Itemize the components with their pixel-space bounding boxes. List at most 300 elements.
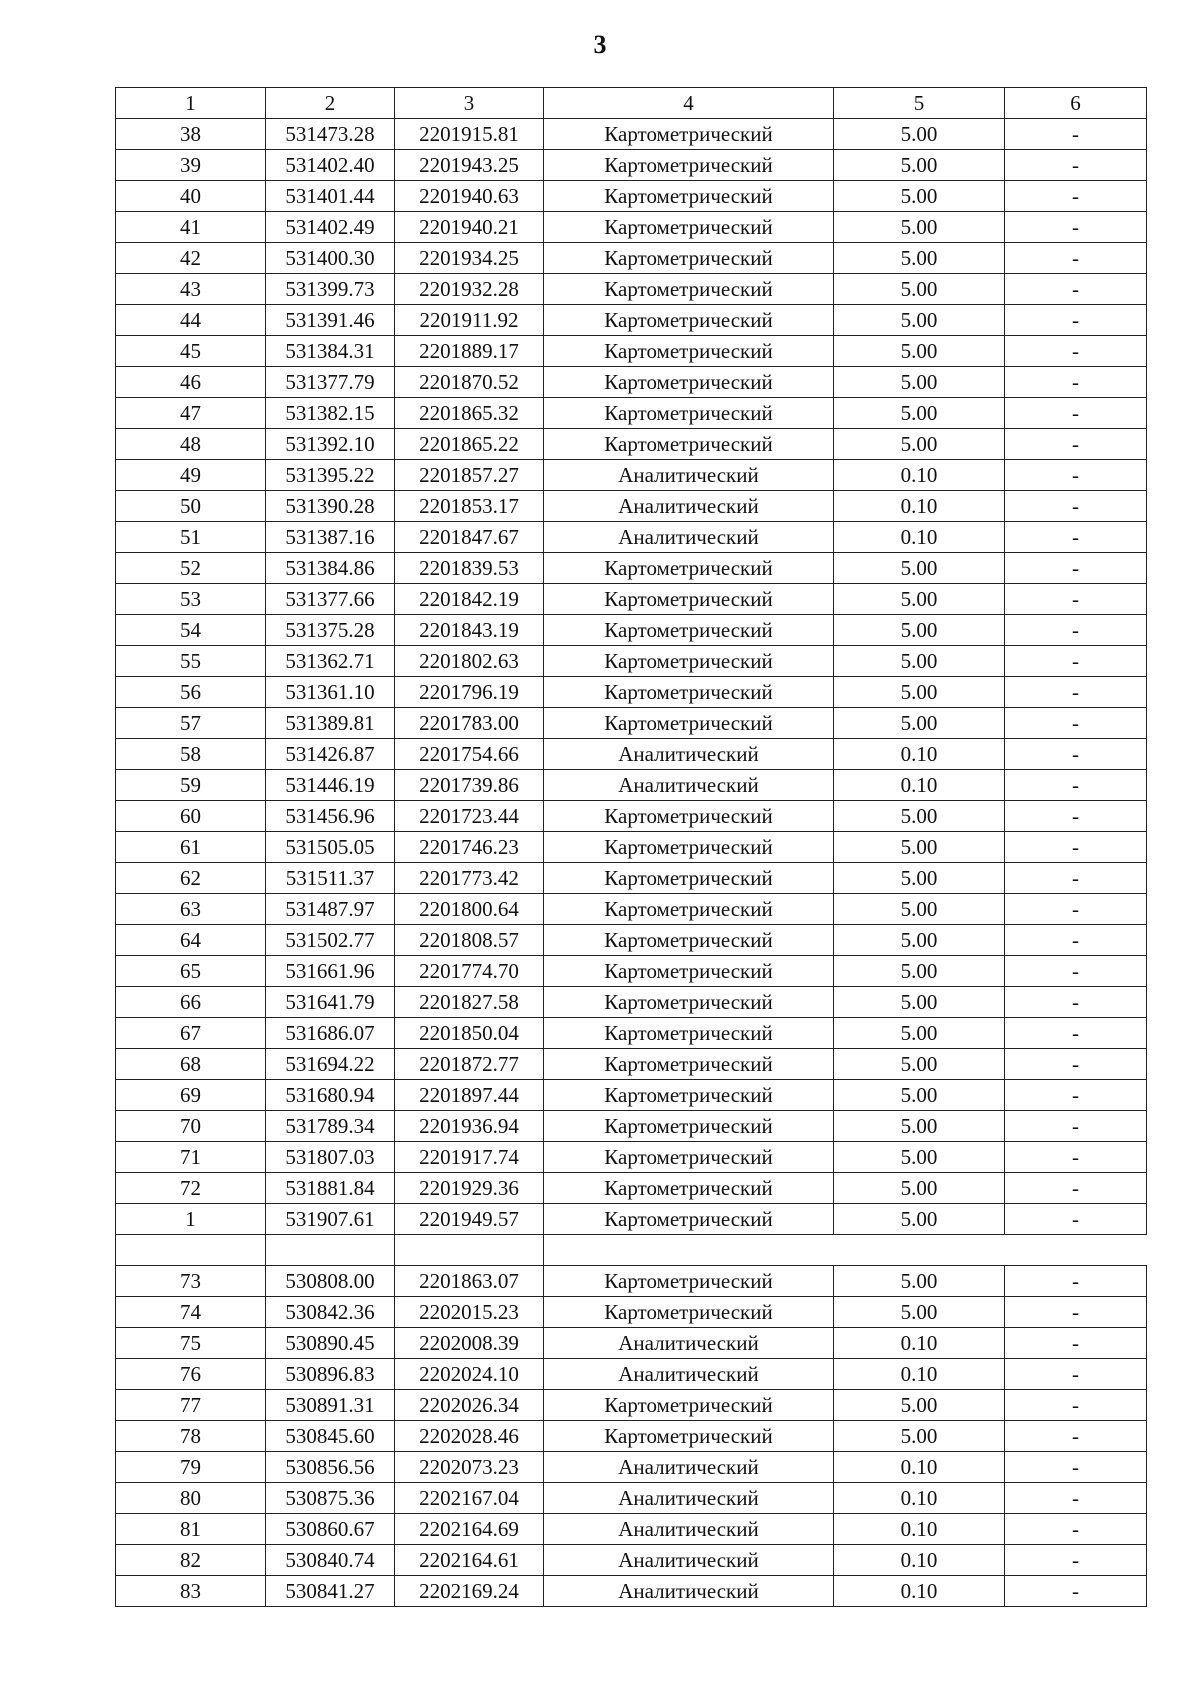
coord-x-cell: 531487.97	[266, 894, 395, 925]
accuracy-cell: 5.00	[834, 987, 1005, 1018]
note-cell: -	[1005, 1204, 1147, 1235]
coord-y-cell: 2202073.23	[395, 1452, 544, 1483]
coord-x-cell: 531446.19	[266, 770, 395, 801]
coord-x-cell: 531456.96	[266, 801, 395, 832]
coord-y-cell: 2201943.25	[395, 150, 544, 181]
accuracy-cell: 0.10	[834, 1328, 1005, 1359]
table-row	[116, 1328, 1147, 1359]
accuracy-cell: 5.00	[834, 367, 1005, 398]
coord-x-cell: 530856.56	[266, 1452, 395, 1483]
method-cell: Картометрический	[544, 894, 834, 925]
accuracy-cell: 5.00	[834, 398, 1005, 429]
table-row	[116, 181, 1147, 212]
coord-y-cell: 2201842.19	[395, 584, 544, 615]
page-number: 3	[593, 30, 607, 59]
coord-x-cell: 531395.22	[266, 460, 395, 491]
note-cell: -	[1005, 150, 1147, 181]
point-number-cell: 82	[116, 1545, 266, 1576]
coord-x-cell: 531907.61	[266, 1204, 395, 1235]
accuracy-cell: 5.00	[834, 553, 1005, 584]
coord-x-cell: 531502.77	[266, 925, 395, 956]
column-header: 3	[395, 88, 544, 119]
coord-y-cell: 2201850.04	[395, 1018, 544, 1049]
method-cell: Аналитический	[544, 770, 834, 801]
point-number-cell: 70	[116, 1111, 266, 1142]
table-row	[116, 832, 1147, 863]
method-cell: Картометрический	[544, 1390, 834, 1421]
coord-x-cell: 531881.84	[266, 1173, 395, 1204]
point-number-cell: 75	[116, 1328, 266, 1359]
table-row	[116, 615, 1147, 646]
coord-y-cell: 2201754.66	[395, 739, 544, 770]
accuracy-cell: 5.00	[834, 1421, 1005, 1452]
accuracy-cell: 5.00	[834, 1266, 1005, 1297]
table-row	[116, 770, 1147, 801]
table-row	[116, 1080, 1147, 1111]
coord-x-cell: 530842.36	[266, 1297, 395, 1328]
note-cell: -	[1005, 801, 1147, 832]
accuracy-cell: 0.10	[834, 1452, 1005, 1483]
separator-row	[116, 1235, 1147, 1266]
point-number-cell: 76	[116, 1359, 266, 1390]
table-body	[116, 88, 1147, 1607]
table-row	[116, 1173, 1147, 1204]
table-row	[116, 1018, 1147, 1049]
method-cell: Картометрический	[544, 181, 834, 212]
method-cell: Картометрический	[544, 987, 834, 1018]
method-cell: Картометрический	[544, 1204, 834, 1235]
point-number-cell: 67	[116, 1018, 266, 1049]
accuracy-cell: 5.00	[834, 336, 1005, 367]
table-row	[116, 1576, 1147, 1607]
method-cell: Аналитический	[544, 1514, 834, 1545]
table-row	[116, 956, 1147, 987]
method-cell: Картометрический	[544, 708, 834, 739]
accuracy-cell: 5.00	[834, 863, 1005, 894]
coord-y-cell: 2201796.19	[395, 677, 544, 708]
note-cell: -	[1005, 181, 1147, 212]
note-cell: -	[1005, 243, 1147, 274]
column-header: 6	[1005, 88, 1147, 119]
table-row	[116, 398, 1147, 429]
method-cell: Картометрический	[544, 1111, 834, 1142]
point-number-cell: 1	[116, 1204, 266, 1235]
accuracy-cell: 5.00	[834, 708, 1005, 739]
coord-y-cell: 2201774.70	[395, 956, 544, 987]
table-row	[116, 925, 1147, 956]
accuracy-cell: 5.00	[834, 925, 1005, 956]
coord-x-cell: 531641.79	[266, 987, 395, 1018]
method-cell: Картометрический	[544, 646, 834, 677]
table-row	[116, 460, 1147, 491]
coord-x-cell: 531361.10	[266, 677, 395, 708]
coord-x-cell: 530841.27	[266, 1576, 395, 1607]
accuracy-cell: 5.00	[834, 1018, 1005, 1049]
coord-y-cell: 2202024.10	[395, 1359, 544, 1390]
accuracy-cell: 5.00	[834, 956, 1005, 987]
coord-x-cell: 530891.31	[266, 1390, 395, 1421]
coord-y-cell: 2201783.00	[395, 708, 544, 739]
table-row	[116, 1111, 1147, 1142]
point-number-cell: 46	[116, 367, 266, 398]
accuracy-cell: 5.00	[834, 181, 1005, 212]
note-cell: -	[1005, 336, 1147, 367]
coord-x-cell: 531377.66	[266, 584, 395, 615]
method-cell: Картометрический	[544, 1266, 834, 1297]
coord-x-cell: 530896.83	[266, 1359, 395, 1390]
point-number-cell: 58	[116, 739, 266, 770]
point-number-cell: 79	[116, 1452, 266, 1483]
coord-y-cell: 2201934.25	[395, 243, 544, 274]
coord-x-cell: 531426.87	[266, 739, 395, 770]
accuracy-cell: 5.00	[834, 119, 1005, 150]
column-header: 1	[116, 88, 266, 119]
point-number-cell: 45	[116, 336, 266, 367]
point-number-cell: 38	[116, 119, 266, 150]
method-cell: Аналитический	[544, 739, 834, 770]
accuracy-cell: 5.00	[834, 305, 1005, 336]
accuracy-cell: 5.00	[834, 615, 1005, 646]
point-number-cell: 69	[116, 1080, 266, 1111]
point-number-cell: 63	[116, 894, 266, 925]
method-cell: Картометрический	[544, 212, 834, 243]
method-cell: Картометрический	[544, 1080, 834, 1111]
accuracy-cell: 0.10	[834, 739, 1005, 770]
note-cell: -	[1005, 739, 1147, 770]
coord-y-cell: 2201723.44	[395, 801, 544, 832]
accuracy-cell: 5.00	[834, 243, 1005, 274]
method-cell: Картометрический	[544, 1018, 834, 1049]
coordinates-table	[115, 87, 1147, 1607]
method-cell: Картометрический	[544, 956, 834, 987]
note-cell: -	[1005, 584, 1147, 615]
method-cell: Картометрический	[544, 367, 834, 398]
table-row	[116, 1514, 1147, 1545]
coord-y-cell: 2201746.23	[395, 832, 544, 863]
method-cell: Картометрический	[544, 1173, 834, 1204]
coord-y-cell: 2202164.61	[395, 1545, 544, 1576]
note-cell: -	[1005, 708, 1147, 739]
note-cell: -	[1005, 1297, 1147, 1328]
table-row	[116, 1204, 1147, 1235]
accuracy-cell: 0.10	[834, 522, 1005, 553]
point-number-cell: 73	[116, 1266, 266, 1297]
method-cell: Аналитический	[544, 1452, 834, 1483]
note-cell: -	[1005, 1328, 1147, 1359]
note-cell: -	[1005, 553, 1147, 584]
accuracy-cell: 0.10	[834, 770, 1005, 801]
point-number-cell: 52	[116, 553, 266, 584]
table-row	[116, 491, 1147, 522]
accuracy-cell: 5.00	[834, 1080, 1005, 1111]
point-number-cell: 81	[116, 1514, 266, 1545]
method-cell: Картометрический	[544, 305, 834, 336]
accuracy-cell: 0.10	[834, 1359, 1005, 1390]
note-cell: -	[1005, 925, 1147, 956]
coord-y-cell: 2201843.19	[395, 615, 544, 646]
coord-x-cell: 530875.36	[266, 1483, 395, 1514]
coord-x-cell: 530845.60	[266, 1421, 395, 1452]
table-row	[116, 119, 1147, 150]
point-number-cell: 74	[116, 1297, 266, 1328]
coord-y-cell: 2201857.27	[395, 460, 544, 491]
note-cell: -	[1005, 863, 1147, 894]
table-row	[116, 1421, 1147, 1452]
note-cell: -	[1005, 1018, 1147, 1049]
coord-y-cell: 2201773.42	[395, 863, 544, 894]
point-number-cell: 72	[116, 1173, 266, 1204]
table-row	[116, 801, 1147, 832]
method-cell: Картометрический	[544, 615, 834, 646]
table-row	[116, 429, 1147, 460]
coord-y-cell: 2201808.57	[395, 925, 544, 956]
accuracy-cell: 0.10	[834, 1576, 1005, 1607]
method-cell: Аналитический	[544, 1576, 834, 1607]
note-cell: -	[1005, 367, 1147, 398]
note-cell: -	[1005, 1576, 1147, 1607]
coord-x-cell: 530890.45	[266, 1328, 395, 1359]
accuracy-cell: 5.00	[834, 1049, 1005, 1080]
separator-cell	[266, 1235, 395, 1266]
coord-y-cell: 2201800.64	[395, 894, 544, 925]
coord-x-cell: 531375.28	[266, 615, 395, 646]
method-cell: Картометрический	[544, 553, 834, 584]
method-cell: Аналитический	[544, 1359, 834, 1390]
separator-cell	[395, 1235, 544, 1266]
note-cell: -	[1005, 460, 1147, 491]
note-cell: -	[1005, 398, 1147, 429]
coord-x-cell: 530860.67	[266, 1514, 395, 1545]
coord-x-cell: 531362.71	[266, 646, 395, 677]
point-number-cell: 77	[116, 1390, 266, 1421]
coord-y-cell: 2201911.92	[395, 305, 544, 336]
coord-x-cell: 531390.28	[266, 491, 395, 522]
note-cell: -	[1005, 677, 1147, 708]
method-cell: Аналитический	[544, 1483, 834, 1514]
table-row	[116, 1483, 1147, 1514]
note-cell: -	[1005, 1452, 1147, 1483]
coord-x-cell: 531387.16	[266, 522, 395, 553]
point-number-cell: 64	[116, 925, 266, 956]
method-cell: Аналитический	[544, 1328, 834, 1359]
coord-y-cell: 2201897.44	[395, 1080, 544, 1111]
method-cell: Картометрический	[544, 863, 834, 894]
table-row	[116, 1359, 1147, 1390]
method-cell: Картометрический	[544, 832, 834, 863]
table-row	[116, 243, 1147, 274]
coord-y-cell: 2201827.58	[395, 987, 544, 1018]
accuracy-cell: 0.10	[834, 1483, 1005, 1514]
coord-y-cell: 2202164.69	[395, 1514, 544, 1545]
table-row	[116, 987, 1147, 1018]
accuracy-cell: 5.00	[834, 1297, 1005, 1328]
column-header: 4	[544, 88, 834, 119]
coord-y-cell: 2202008.39	[395, 1328, 544, 1359]
table-row	[116, 1297, 1147, 1328]
note-cell: -	[1005, 1483, 1147, 1514]
note-cell: -	[1005, 1111, 1147, 1142]
method-cell: Картометрический	[544, 925, 834, 956]
coord-x-cell: 531384.86	[266, 553, 395, 584]
coord-y-cell: 2201739.86	[395, 770, 544, 801]
note-cell: -	[1005, 832, 1147, 863]
coord-x-cell: 531384.31	[266, 336, 395, 367]
separator-cell	[116, 1235, 266, 1266]
coord-y-cell: 2201872.77	[395, 1049, 544, 1080]
point-number-cell: 80	[116, 1483, 266, 1514]
method-cell: Картометрический	[544, 429, 834, 460]
point-number-cell: 61	[116, 832, 266, 863]
accuracy-cell: 5.00	[834, 646, 1005, 677]
coord-y-cell: 2201802.63	[395, 646, 544, 677]
coord-x-cell: 531807.03	[266, 1142, 395, 1173]
point-number-cell: 54	[116, 615, 266, 646]
coord-y-cell: 2201847.67	[395, 522, 544, 553]
note-cell: -	[1005, 491, 1147, 522]
coord-y-cell: 2201940.21	[395, 212, 544, 243]
accuracy-cell: 0.10	[834, 460, 1005, 491]
coord-y-cell: 2201936.94	[395, 1111, 544, 1142]
note-cell: -	[1005, 1545, 1147, 1576]
note-cell: -	[1005, 956, 1147, 987]
coord-y-cell: 2201915.81	[395, 119, 544, 150]
point-number-cell: 71	[116, 1142, 266, 1173]
point-number-cell: 41	[116, 212, 266, 243]
point-number-cell: 43	[116, 274, 266, 305]
point-number-cell: 40	[116, 181, 266, 212]
method-cell: Картометрический	[544, 801, 834, 832]
table-row	[116, 708, 1147, 739]
table-row	[116, 1049, 1147, 1080]
method-cell: Картометрический	[544, 119, 834, 150]
point-number-cell: 60	[116, 801, 266, 832]
point-number-cell: 44	[116, 305, 266, 336]
note-cell: -	[1005, 1421, 1147, 1452]
table-row	[116, 584, 1147, 615]
coord-y-cell: 2201949.57	[395, 1204, 544, 1235]
table-row	[116, 1266, 1147, 1297]
coord-y-cell: 2201940.63	[395, 181, 544, 212]
note-cell: -	[1005, 429, 1147, 460]
table-row	[116, 1545, 1147, 1576]
coord-x-cell: 531382.15	[266, 398, 395, 429]
method-cell: Картометрический	[544, 1297, 834, 1328]
header-row	[116, 88, 1147, 119]
point-number-cell: 50	[116, 491, 266, 522]
note-cell: -	[1005, 1359, 1147, 1390]
note-cell: -	[1005, 1080, 1147, 1111]
accuracy-cell: 0.10	[834, 1545, 1005, 1576]
point-number-cell: 55	[116, 646, 266, 677]
table-row	[116, 367, 1147, 398]
accuracy-cell: 5.00	[834, 1173, 1005, 1204]
coord-y-cell: 2201889.17	[395, 336, 544, 367]
accuracy-cell: 5.00	[834, 1142, 1005, 1173]
accuracy-cell: 5.00	[834, 1390, 1005, 1421]
accuracy-cell: 0.10	[834, 491, 1005, 522]
coord-x-cell: 531661.96	[266, 956, 395, 987]
method-cell: Картометрический	[544, 398, 834, 429]
coord-x-cell: 531391.46	[266, 305, 395, 336]
method-cell: Картометрический	[544, 150, 834, 181]
accuracy-cell: 5.00	[834, 584, 1005, 615]
method-cell: Картометрический	[544, 1049, 834, 1080]
note-cell: -	[1005, 646, 1147, 677]
coord-x-cell: 531402.49	[266, 212, 395, 243]
method-cell: Аналитический	[544, 460, 834, 491]
point-number-cell: 62	[116, 863, 266, 894]
coord-y-cell: 2201865.22	[395, 429, 544, 460]
coord-x-cell: 531473.28	[266, 119, 395, 150]
table-row	[116, 274, 1147, 305]
point-number-cell: 66	[116, 987, 266, 1018]
accuracy-cell: 5.00	[834, 1111, 1005, 1142]
point-number-cell: 57	[116, 708, 266, 739]
method-cell: Картометрический	[544, 584, 834, 615]
point-number-cell: 68	[116, 1049, 266, 1080]
method-cell: Аналитический	[544, 1545, 834, 1576]
table-row	[116, 150, 1147, 181]
coord-y-cell: 2202167.04	[395, 1483, 544, 1514]
note-cell: -	[1005, 305, 1147, 336]
accuracy-cell: 5.00	[834, 1204, 1005, 1235]
coord-x-cell: 531680.94	[266, 1080, 395, 1111]
point-number-cell: 53	[116, 584, 266, 615]
coord-x-cell: 531389.81	[266, 708, 395, 739]
coord-y-cell: 2201929.36	[395, 1173, 544, 1204]
accuracy-cell: 5.00	[834, 429, 1005, 460]
separator-cell	[544, 1235, 1147, 1266]
point-number-cell: 51	[116, 522, 266, 553]
note-cell: -	[1005, 1173, 1147, 1204]
coord-y-cell: 2201863.07	[395, 1266, 544, 1297]
table-row	[116, 522, 1147, 553]
note-cell: -	[1005, 119, 1147, 150]
method-cell: Аналитический	[544, 522, 834, 553]
coord-x-cell: 531694.22	[266, 1049, 395, 1080]
note-cell: -	[1005, 1049, 1147, 1080]
coord-y-cell: 2202028.46	[395, 1421, 544, 1452]
point-number-cell: 48	[116, 429, 266, 460]
table-row	[116, 305, 1147, 336]
method-cell: Картометрический	[544, 1421, 834, 1452]
coord-x-cell: 531505.05	[266, 832, 395, 863]
note-cell: -	[1005, 522, 1147, 553]
table-row	[116, 1142, 1147, 1173]
point-number-cell: 47	[116, 398, 266, 429]
coord-y-cell: 2202169.24	[395, 1576, 544, 1607]
accuracy-cell: 5.00	[834, 677, 1005, 708]
method-cell: Картометрический	[544, 274, 834, 305]
coord-y-cell: 2201932.28	[395, 274, 544, 305]
point-number-cell: 78	[116, 1421, 266, 1452]
note-cell: -	[1005, 770, 1147, 801]
coord-y-cell: 2202026.34	[395, 1390, 544, 1421]
note-cell: -	[1005, 987, 1147, 1018]
accuracy-cell: 5.00	[834, 212, 1005, 243]
accuracy-cell: 5.00	[834, 832, 1005, 863]
coord-y-cell: 2201865.32	[395, 398, 544, 429]
note-cell: -	[1005, 1514, 1147, 1545]
table-row	[116, 677, 1147, 708]
accuracy-cell: 0.10	[834, 1514, 1005, 1545]
method-cell: Аналитический	[544, 491, 834, 522]
note-cell: -	[1005, 1390, 1147, 1421]
point-number-cell: 65	[116, 956, 266, 987]
coord-x-cell: 531789.34	[266, 1111, 395, 1142]
table-row	[116, 739, 1147, 770]
table-row	[116, 553, 1147, 584]
